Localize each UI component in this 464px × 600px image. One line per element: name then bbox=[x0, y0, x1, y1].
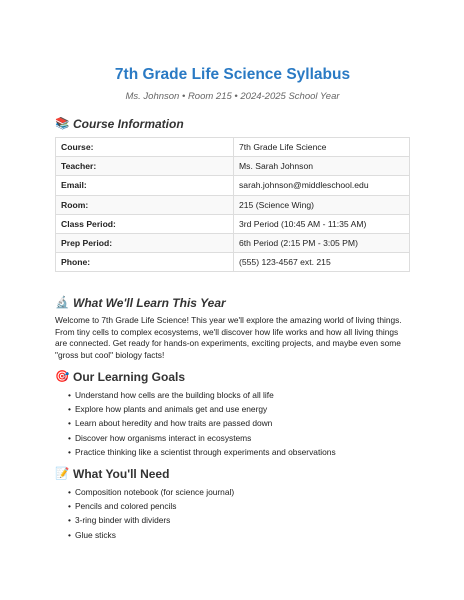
supplies-heading bbox=[55, 467, 410, 481]
table-row bbox=[56, 195, 410, 214]
list-item: • Understand how cells are the building blocks of all life bbox=[68, 388, 410, 402]
list-item: • 3-ring binder with dividers bbox=[68, 513, 410, 527]
row-value: 7th Grade Life Science bbox=[234, 138, 410, 157]
page-subtitle: Ms. Johnson • Room 215 • 2024-2025 School Year bbox=[125, 91, 340, 102]
list-item: • Explore how plants and animals get and use energy bbox=[68, 402, 410, 416]
learning-goals-list bbox=[55, 388, 410, 459]
row-label: Phone: bbox=[56, 253, 234, 272]
course-information-heading-label: Course Information bbox=[73, 117, 184, 131]
row-label: Email: bbox=[56, 176, 234, 195]
list-item: • Glue sticks bbox=[68, 528, 410, 542]
target-icon: 🎯 bbox=[55, 370, 70, 383]
table-row bbox=[56, 253, 410, 272]
table-row bbox=[56, 157, 410, 176]
row-label: Class Period: bbox=[56, 214, 234, 233]
row-value: (555) 123-4567 ext. 215 bbox=[234, 253, 410, 272]
table-row bbox=[56, 233, 410, 252]
course-information-heading bbox=[55, 117, 410, 131]
page-title: 7th Grade Life Science Syllabus bbox=[114, 66, 351, 83]
row-label: Teacher: bbox=[56, 157, 234, 176]
what-we-learn-heading bbox=[55, 296, 410, 310]
list-item: • Pencils and colored pencils bbox=[68, 499, 410, 513]
row-value: 6th Period (2:15 PM - 3:05 PM) bbox=[234, 233, 410, 252]
what-we-learn-heading-label: What We'll Learn This Year bbox=[73, 296, 226, 311]
row-label: Room: bbox=[56, 195, 234, 214]
teacher-email: sarah.johnson@middleschool.edu bbox=[234, 176, 410, 195]
supplies-heading-label: What You'll Need bbox=[73, 466, 170, 481]
microscope-icon: 🔬 bbox=[55, 297, 70, 310]
intro-paragraph: Welcome to 7th Grade Life Science! This year we'll explore the amazing world of living things. From tiny cells to complex ecosystems, we'll discover how life works and how all living things are connected. Get ready for hands-on experiments, exciting projects, and maybe even some "gross but cool" biology facts! bbox=[55, 315, 402, 360]
list-item: • Practice thinking like a scientist through experiments and observations bbox=[68, 445, 410, 459]
row-value: 215 (Science Wing) bbox=[234, 195, 410, 214]
books-icon: 📚 bbox=[55, 118, 70, 130]
learning-goals-heading bbox=[55, 370, 410, 384]
memo-icon: 📝 bbox=[55, 467, 70, 480]
supplies-list bbox=[55, 485, 410, 542]
table-row bbox=[56, 214, 410, 233]
table-row bbox=[56, 176, 410, 195]
table-row bbox=[56, 138, 410, 157]
row-value: Ms. Sarah Johnson bbox=[234, 157, 410, 176]
list-item: • Composition notebook (for science journal) bbox=[68, 485, 410, 499]
row-label: Prep Period: bbox=[56, 233, 234, 252]
learning-goals-heading-label: Our Learning Goals bbox=[73, 369, 186, 384]
course-information-table bbox=[55, 137, 410, 272]
row-label: Course: bbox=[56, 138, 234, 157]
list-item: • Learn about heredity and how traits are passed down bbox=[68, 416, 410, 430]
row-value: 3rd Period (10:45 AM - 11:35 AM) bbox=[234, 214, 410, 233]
list-item: • Discover how organisms interact in ecosystems bbox=[68, 431, 410, 445]
